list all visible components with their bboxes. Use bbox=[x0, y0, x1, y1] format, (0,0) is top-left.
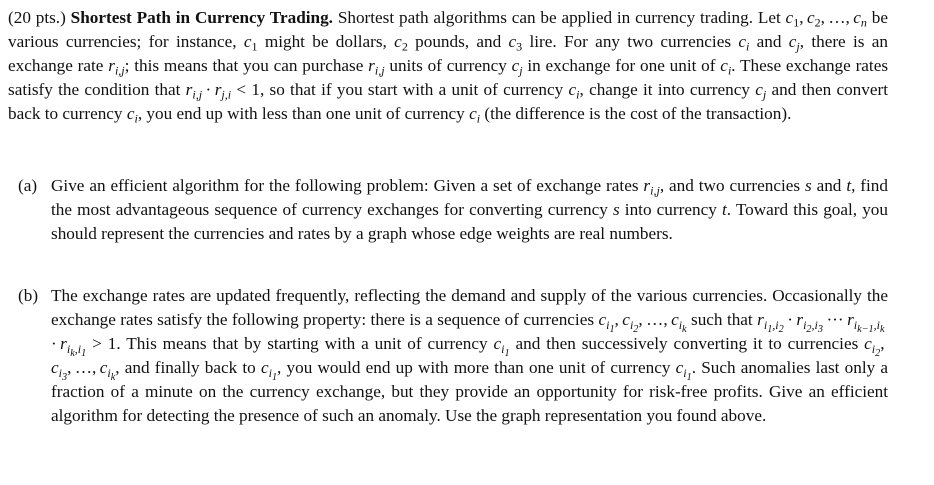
part-a: (a) Give an efficient algorithm for the following problem: Given a set of exchange rates $r_{i,j}$, and two currencies s and t, find the most advantageous sequence of currency exchanges for converting currency s into currency t. Toward this goal, you should represent the currencies and rates by a graph whose edge weights are real numbers. bbox=[18, 176, 888, 243]
points-label: (20 pts.) bbox=[8, 8, 66, 27]
part-b: (b) The exchange rates are updated frequently, reflecting the demand and supply of the various currencies. Occasionally the exchange rates satisfy the following property: there is a sequence of currencies $c_{i_1}$, $c_{i_2}$, …, $c_{i_k}$ such that $r_{i_1,i_2} \cdot r_{i_2,i_3}$ ··· $r_{i_{k-1},i_k} \cdot r_{i_k,i_1} > 1$. This means that by starting with a unit of currency $c_{i_1}$ and then successively converting it to currencies $c_{i_2}$, $c_{i_3}$, …, $c_{i_k}$, and finally back to $c_{i_1}$, you would end up with more than one unit of currency $c_{i_1}$. Such anomalies last only a fraction of a minute on the currency exchange, but they provide an opportunity for risk-free profits. Give an efficient algorithm for detecting the presence of such an anomaly. Use the graph representation you found above. bbox=[18, 286, 889, 425]
problem-title: Shortest Path in Currency Trading. bbox=[70, 8, 333, 27]
problem-intro: (20 pts.) Shortest Path in Currency Trading. Shortest path algorithms can be applied in currency trading. Let $c_1$, $c_2$, …, $c_n$ be various currencies; for instance, $c_1$ might be dollars, $c_2$ pounds, and $c_3$ lire. For any two currencies $c_i$ and $c_j$, there is an exchange rate $r_{i,j}$; this means that you can purchase $r_{i,j}$ units of currency $c_j$ in exchange for one unit of $c_i$. These exchange rates satisfy the condition that $r_{i,j} \cdot r_{j,i} < 1$, so that if you start with a unit of currency $c_i$, change it into currency $c_j$ and then convert back to currency $c_i$, you end up with less than one unit of currency $c_i$ (the difference is the cost of the transaction). bbox=[8, 8, 889, 126]
part-a-label: (a) bbox=[18, 176, 38, 195]
part-b-label: (b) bbox=[18, 286, 39, 305]
